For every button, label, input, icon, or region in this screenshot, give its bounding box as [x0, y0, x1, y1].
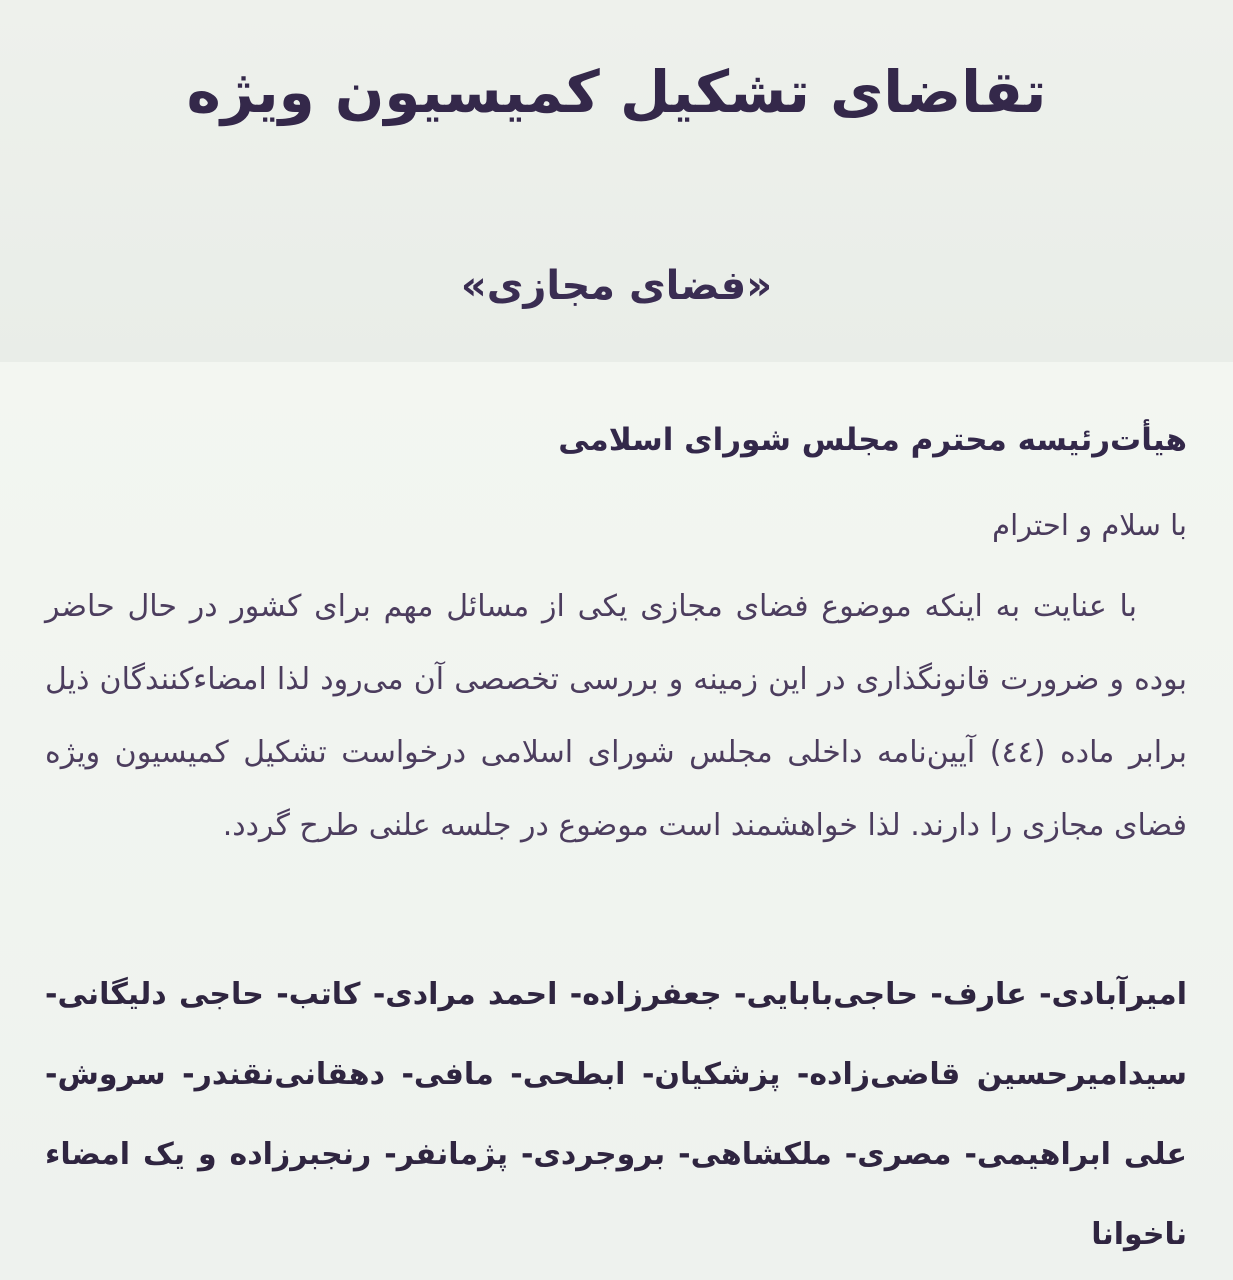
letter-body-paragraph: [45, 570, 1187, 862]
signatories-list: امیرآبادی- عارف- حاجی‌بابایی- جعفرزاده- احمد مرادی- کاتب- حاجی دلیگانی- سیدامیرحسین قاضی‌زاده- پزشکیان- ابطحی- مافی- دهقانی‌نقندر- سروش- علی ابراهیمی- مصری- ملکشاهی- بروجردی- پژمانفر- رنجبرزاده و یک امضاء ناخوانا: [45, 977, 1187, 1252]
page-title: تقاضای تشکیل کمیسیون ویژه: [186, 58, 1047, 126]
letter-salutation: با سلام و احترام: [992, 508, 1187, 542]
letter-body-text: با عنایت به اینکه موضوع فضای مجازی یکی از مسائل مهم برای کشور در حال حاضر بوده و ضرورت قانونگذاری در این زمینه و بررسی تخصصی آن می‌رود لذا امضاءکنندگان ذیل برابر ماده (٤٤) آیین‌نامه داخلی مجلس شورای اسلامی درخواست تشکیل کمیسیون ویژه فضای مجازی را دارند. لذا خواهشمند است موضوع در جلسه علنی طرح گردد.: [45, 589, 1187, 843]
page-subtitle: «فضای مجازی»: [460, 263, 773, 309]
letter-recipient: هیأت‌رئیسه محترم مجلس شورای اسلامی: [558, 422, 1187, 458]
